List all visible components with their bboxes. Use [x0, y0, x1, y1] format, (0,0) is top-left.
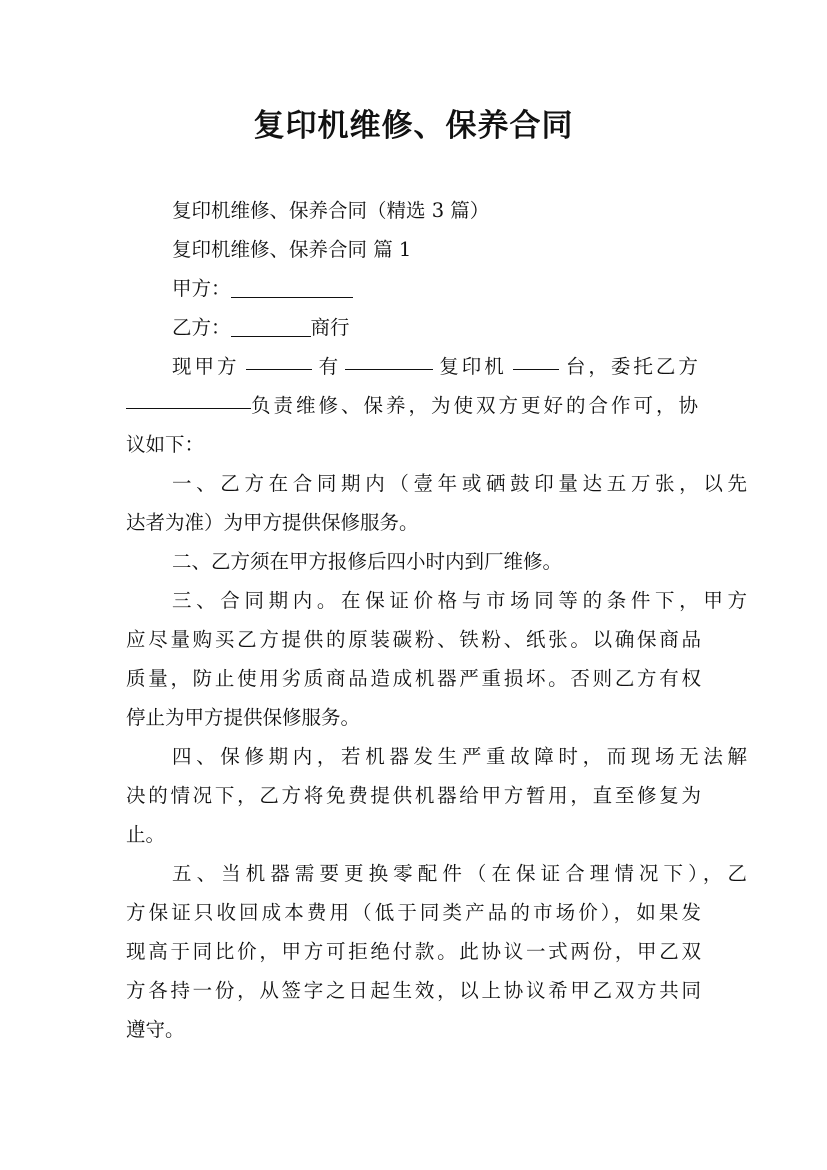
- clause-5-line-4: 方各持一份，从签字之日起生效，以上协议希甲乙双方共同: [126, 979, 701, 1002]
- intro-text-3: 复印机: [439, 355, 507, 378]
- blank-1: [246, 347, 312, 370]
- blank-4: [126, 386, 251, 409]
- party-b-blank: [231, 314, 311, 337]
- party-a-label: 甲方：: [172, 277, 231, 300]
- clause-5-line-2: 方保证只收回成本费用（低于同类产品的市场价），如果发: [126, 901, 701, 924]
- section-heading: 复印机维修、保养合同 篇 1: [172, 238, 412, 261]
- clause-3-line-3: 质量，防止使用劣质商品造成机器严重损坏。否则乙方有权: [126, 667, 701, 690]
- clause-5-line-3: 现高于同比价，甲方可拒绝付款。此协议一式两份，甲乙双: [126, 940, 701, 963]
- clause-5-line-5: 遵守。: [126, 1018, 185, 1041]
- subtitle-selection: 复印机维修、保养合同（精选 3 篇）: [172, 199, 490, 222]
- intro-text-1: 现甲方: [172, 355, 240, 378]
- clause-2: 二、乙方须在甲方报修后四小时内到厂维修。: [172, 550, 563, 573]
- clause-5-line-1: 五、当机器需要更换零配件（在保证合理情况下），乙: [172, 862, 747, 885]
- clause-3-line-2: 应尽量购买乙方提供的原装碳粉、铁粉、纸张。以确保商品: [126, 628, 701, 651]
- document-title: 复印机维修、保养合同: [253, 108, 574, 144]
- blank-2: [345, 347, 433, 370]
- party-b-label: 乙方：: [172, 316, 231, 339]
- intro-line-2: [126, 386, 701, 425]
- party-a-blank: [231, 275, 353, 298]
- clause-3-line-4: 停止为甲方提供保修服务。: [126, 706, 361, 729]
- intro-line-3: 议如下：: [126, 433, 205, 456]
- clause-1-line-2: 达者为准）为甲方提供保修服务。: [126, 511, 419, 534]
- intro-line-1: [126, 347, 701, 386]
- party-b-line: [126, 308, 747, 347]
- clause-1-line-1: 一、乙方在合同期内（壹年或硒鼓印量达五万张，以先: [172, 472, 747, 495]
- clause-4-line-2: 决的情况下，乙方将免费提供机器给甲方暂用，直至修复为: [126, 784, 701, 807]
- intro-text-5: 负责维修、保养，为使双方更好的合作可，协: [250, 394, 701, 417]
- intro-text-2: 有: [318, 355, 339, 378]
- clause-3-line-1: 三、合同期内。在保证价格与市场同等的条件下，甲方: [172, 589, 747, 612]
- clause-4-line-3: 止。: [126, 823, 166, 846]
- party-a-line: [126, 269, 747, 308]
- party-b-suffix: 商行: [310, 316, 350, 339]
- clause-4-line-1: 四、保修期内，若机器发生严重故障时，而现场无法解: [172, 745, 747, 768]
- intro-text-4: 台，委托乙方: [565, 355, 701, 378]
- blank-3: [513, 347, 559, 370]
